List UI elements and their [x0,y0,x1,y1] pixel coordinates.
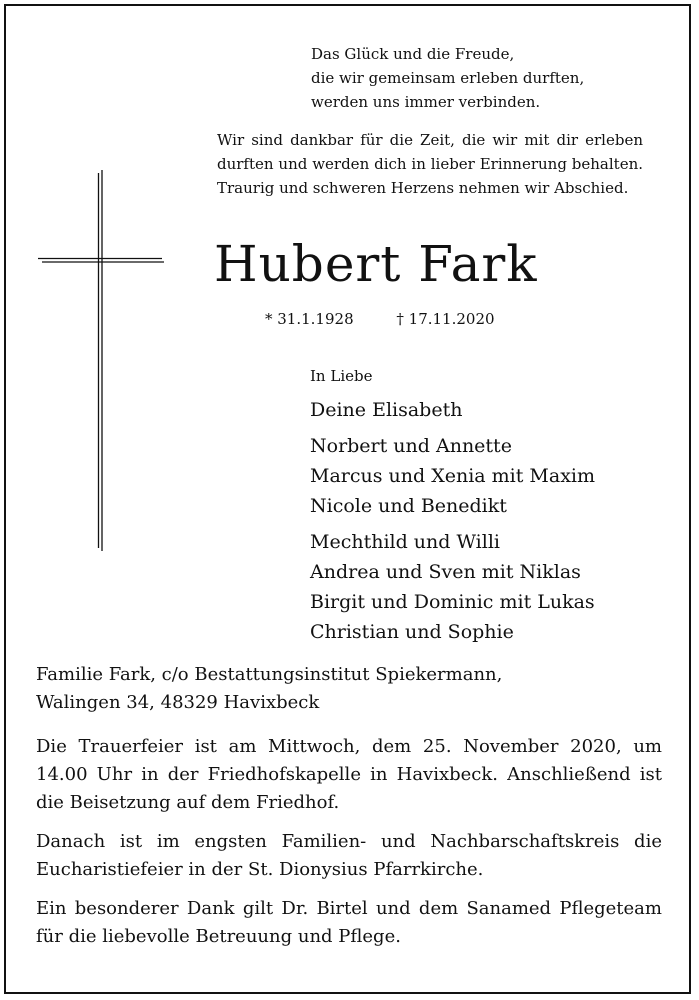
mourner: Nicole und Benedikt [310,495,507,517]
thanks-paragraph: Wir sind dankbar für die Zeit, die wir mit dir erleben durften und werden dich in lieber Erinnerung behalten. Traurig und schweren Herzens nehmen wir Abschied. [217,131,643,197]
mourner: Christian und Sophie [310,621,514,643]
address-line: Walingen 34, 48329 Havixbeck [36,692,320,713]
mourner: Norbert und Annette [310,435,512,457]
poem-line: Das Glück und die Freude, [311,45,515,63]
mourner: Andrea und Sven mit Niklas [310,561,581,583]
obituary-notice [4,4,691,994]
poem-line: die wir gemeinsam erleben durften, [311,69,585,87]
mourners-intro: In Liebe [310,367,373,385]
address-line: Familie Fark, c/o Bestattungsinstitut Spiekermann, [36,664,503,685]
eucharist-paragraph: Danach ist im engsten Familien- und Nachbarschaftskreis die Eucharistiefeier in der St. Dionysius Pfarrkirche. [36,831,662,880]
mourner: Marcus und Xenia mit Maxim [310,465,596,487]
mourner: Mechthild und Willi [310,531,500,553]
poem [311,42,584,114]
cross-icon [38,168,168,553]
family-address [36,661,662,717]
deceased-name: Hubert Fark [214,235,538,293]
death-date: † 17.11.2020 [396,310,495,328]
spouse: Deine Elisabeth [310,399,463,421]
mourner: Birgit und Dominic mit Lukas [310,591,595,613]
birth-date: * 31.1.1928 [265,310,354,328]
funeral-paragraph: Die Trauerfeier ist am Mittwoch, dem 25. November 2020, um 14.00 Uhr in der Friedhofskapelle in Havixbeck. Anschließend ist die Beisetzung auf dem Friedhof. [36,736,662,813]
life-dates [265,309,495,329]
mourners-list [310,395,595,647]
gratitude-paragraph: Ein besonderer Dank gilt Dr. Birtel und dem Sanamed Pflegeteam für die liebevolle Betreuung und Pflege. [36,898,662,947]
poem-line: werden uns immer verbinden. [311,93,541,111]
